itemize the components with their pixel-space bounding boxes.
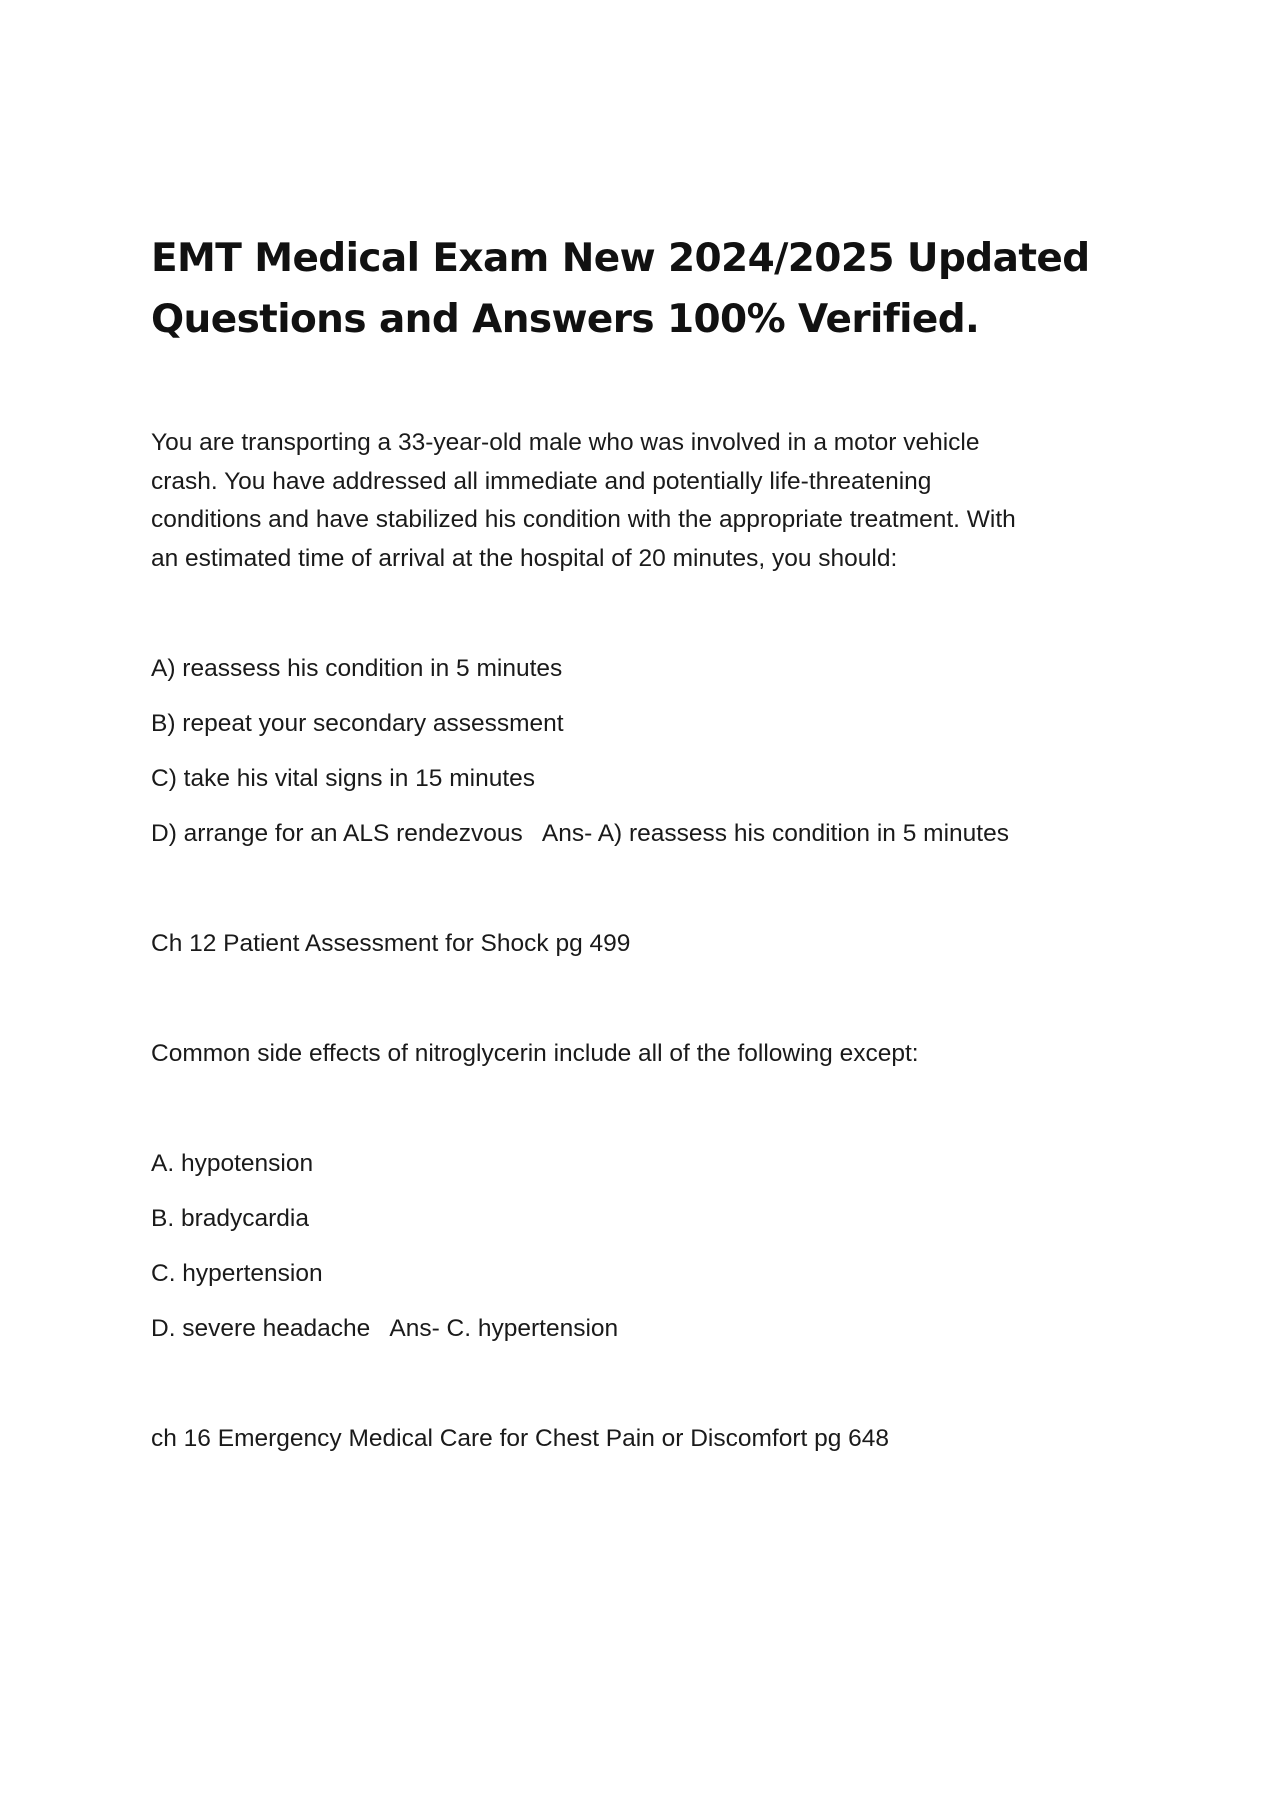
stem-line: You are transporting a 33-year-old male who was involved in a motor vehicle bbox=[151, 429, 980, 456]
title-line: Questions and Answers 100% Verified. bbox=[151, 297, 980, 342]
question-1-option-a: A) reassess his condition in 5 minutes bbox=[151, 655, 563, 682]
question-1-stem bbox=[151, 424, 1151, 578]
question-1-answer: Ans- A) reassess his condition in 5 minutes bbox=[541, 820, 1009, 847]
question-2-option-d-row bbox=[151, 1310, 618, 1348]
stem-line: crash. You have addressed all immediate and potentially life-threatening bbox=[151, 467, 932, 495]
question-1-option-c: C) take his vital signs in 15 minutes bbox=[151, 765, 535, 792]
question-1-reference: Ch 12 Patient Assessment for Shock pg 499 bbox=[151, 930, 631, 957]
question-2-reference: ch 16 Emergency Medical Care for Chest Pain or Discomfort pg 648 bbox=[151, 1425, 890, 1452]
stem-line: conditions and have stabilized his condition with the appropriate treatment. With bbox=[151, 506, 1016, 533]
document-title bbox=[151, 228, 1151, 350]
question-2-option-c: C. hypertension bbox=[151, 1260, 323, 1287]
question-2-option-b: B. bradycardia bbox=[151, 1205, 309, 1232]
question-2-stem: Common side effects of nitroglycerin include all of the following except: bbox=[151, 1040, 919, 1067]
stem-line: an estimated time of arrival at the hospital of 20 minutes, you should: bbox=[151, 544, 898, 572]
title-line: EMT Medical Exam New 2024/2025 Updated bbox=[151, 236, 1090, 281]
question-2-option-a: A. hypotension bbox=[151, 1150, 314, 1177]
question-1-option-d-row bbox=[151, 815, 1009, 853]
question-2-answer: Ans- C. hypertension bbox=[389, 1315, 619, 1342]
question-2-option-d: D. severe headache bbox=[151, 1315, 371, 1342]
question-1-option-b: B) repeat your secondary assessment bbox=[151, 710, 564, 737]
question-1-option-d: D) arrange for an ALS rendezvous bbox=[151, 820, 523, 847]
